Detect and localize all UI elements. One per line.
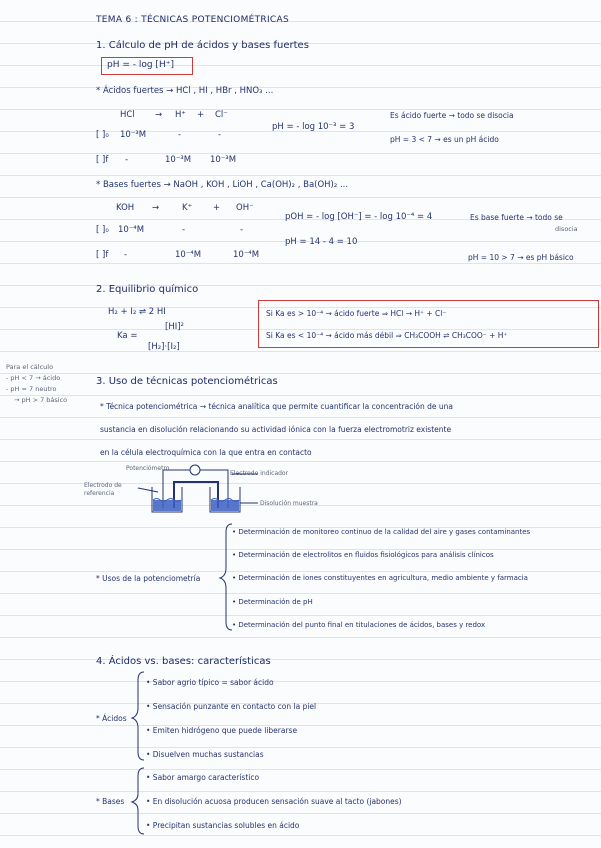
acid-row0-c2: -	[178, 130, 182, 140]
base-item-2: • En disolución acuosa producen sensación suave al tacto (jabones)	[146, 797, 402, 806]
use-item-1: • Determinación de monitoreo continuo de la calidad del aire y gases contaminantes	[232, 528, 531, 536]
acid-rowf-c1: -	[125, 155, 129, 165]
acid-rowf-c2: 10⁻³M	[165, 155, 192, 165]
acid-eq-arrow: →	[155, 110, 163, 120]
acid-eq-reactant: HCl	[120, 110, 135, 120]
ka-rule-strong: Si Ka es > 10⁻⁴ → ácido fuerte ⇒ HCl → H⁺ + Cl⁻	[266, 309, 447, 318]
label-reference-electrode-2: referencia	[84, 490, 115, 497]
acid-note-2: pH = 3 < 7 → es un pH ácido	[390, 135, 499, 144]
base-note-2: pH = 10 > 7 → es pH básico	[468, 253, 574, 262]
bases-label: * Bases	[96, 797, 125, 806]
strong-acids-line: * Ácidos fuertes → HCl , HI , HBr , HNO₃ ...	[96, 86, 274, 96]
margin-note-3: - pH = 7 neutro	[6, 385, 57, 393]
label-indicator-electrode: Electrodo indicador	[230, 470, 289, 477]
base-row0-c3: -	[240, 225, 244, 235]
base-rowf-c2: 10⁻⁴M	[175, 250, 202, 260]
acid-eq-cation: H⁺	[175, 110, 186, 120]
base-poh-calc: pOH = - log [OH⁻] = - log 10⁻⁴ = 4	[285, 212, 433, 222]
base-eq-arrow: →	[152, 203, 160, 213]
base-note-1b: disocia	[555, 225, 578, 233]
use-item-2: • Determinación de electrolitos en fluidos fisiológicos para análisis clínicos	[232, 551, 494, 559]
base-ph-calc: pH = 14 - 4 = 10	[285, 237, 358, 247]
base-row0-c1: 10⁻⁴M	[118, 225, 145, 235]
base-row0-c2: -	[182, 225, 186, 235]
ph-formula: pH = - log [H⁺]	[107, 60, 174, 70]
use-item-5: • Determinación del punto final en titulaciones de ácidos, bases y redox	[232, 621, 486, 629]
acid-rowf-label: [ ]f	[96, 155, 109, 165]
label-potentiometer: Potenciómetro	[126, 465, 170, 472]
label-sample-solution: Disolución muestra	[260, 500, 318, 507]
strong-bases-line: * Bases fuertes → NaOH , KOH , LiOH , Ca(OH)₂ , Ba(OH)₂ ...	[96, 180, 349, 190]
base-row0-label: [ ]₀	[96, 225, 109, 235]
base-note-1: Es base fuerte → todo se	[470, 213, 563, 222]
base-item-3: • Precipitan sustancias solubles en ácido	[146, 821, 300, 830]
base-eq-anion: OH⁻	[236, 203, 254, 213]
margin-note-2: - pH < 7 → ácido	[6, 374, 61, 382]
acid-eq-anion: Cl⁻	[215, 110, 228, 120]
base-rowf-c3: 10⁻⁴M	[233, 250, 260, 260]
ka-denominator: [H₂]·[I₂]	[148, 342, 180, 352]
base-eq-reactant: KOH	[116, 203, 135, 213]
base-eq-plus: +	[213, 203, 221, 213]
acid-item-2: • Sensación punzante en contacto con la piel	[146, 702, 317, 711]
section-4-heading: 4. Ácidos vs. bases: características	[96, 656, 271, 667]
base-eq-cation: K⁺	[182, 203, 193, 213]
acid-item-3: • Emiten hidrógeno que puede liberarse	[146, 726, 298, 735]
base-rowf-c1: -	[124, 250, 128, 260]
acid-note-1: Es ácido fuerte → todo se disocia	[390, 111, 514, 120]
acid-row0-c3: -	[218, 130, 222, 140]
use-item-3: • Determinación de iones constituyentes en agricultura, medio ambiente y farmacia	[232, 574, 528, 582]
acid-item-4: • Disuelven muchas sustancias	[146, 750, 264, 759]
use-item-4: • Determinación de pH	[232, 598, 313, 606]
acids-label: * Ácidos	[96, 714, 127, 723]
base-item-1: • Sabor amargo característico	[146, 773, 260, 782]
section-2-heading: 2. Equilibrio químico	[96, 284, 199, 295]
acid-row0-c1: 10⁻³M	[120, 130, 147, 140]
acid-row0-label: [ ]₀	[96, 130, 109, 140]
label-reference-electrode-1: Electrodo de	[84, 482, 122, 489]
section-3-heading: 3. Uso de técnicas potenciométricas	[96, 376, 278, 387]
section-3-para-1: * Técnica potenciométrica → técnica analítica que permite cuantificar la concentración de una	[100, 402, 453, 411]
ka-rule-weak: Si Ka es < 10⁻⁴ → ácido más débil ⇒ CH₃COOH ⇌ CH₃COO⁻ + H⁺	[266, 331, 508, 340]
section-1-heading: 1. Cálculo de pH de ácidos y bases fuertes	[96, 40, 309, 51]
acid-eq-plus: +	[197, 110, 205, 120]
ka-label: Ka =	[117, 331, 138, 341]
margin-note-1: Para el cálculo	[6, 363, 54, 371]
margin-note-4: → pH > 7 básico	[14, 396, 68, 404]
acid-rowf-c3: 10⁻³M	[210, 155, 237, 165]
page-title: TEMA 6 : TÉCNICAS POTENCIOMÉTRICAS	[96, 15, 289, 25]
uses-label: * Usos de la potenciometría	[96, 574, 201, 583]
equilibrium-eq: H₂ + I₂ ⇌ 2 HI	[108, 307, 166, 317]
acid-item-1: • Sabor agrio típico = sabor ácido	[146, 678, 274, 687]
acid-ph-calc: pH = - log 10⁻³ = 3	[272, 122, 355, 132]
base-rowf-label: [ ]f	[96, 250, 109, 260]
section-3-para-3: en la célula electroquímica con la que entra en contacto	[100, 448, 312, 457]
section-3-para-2: sustancia en disolución relacionando su actividad iónica con la fuerza electromotriz existente	[100, 425, 452, 434]
ka-numerator: [HI]²	[165, 322, 184, 332]
